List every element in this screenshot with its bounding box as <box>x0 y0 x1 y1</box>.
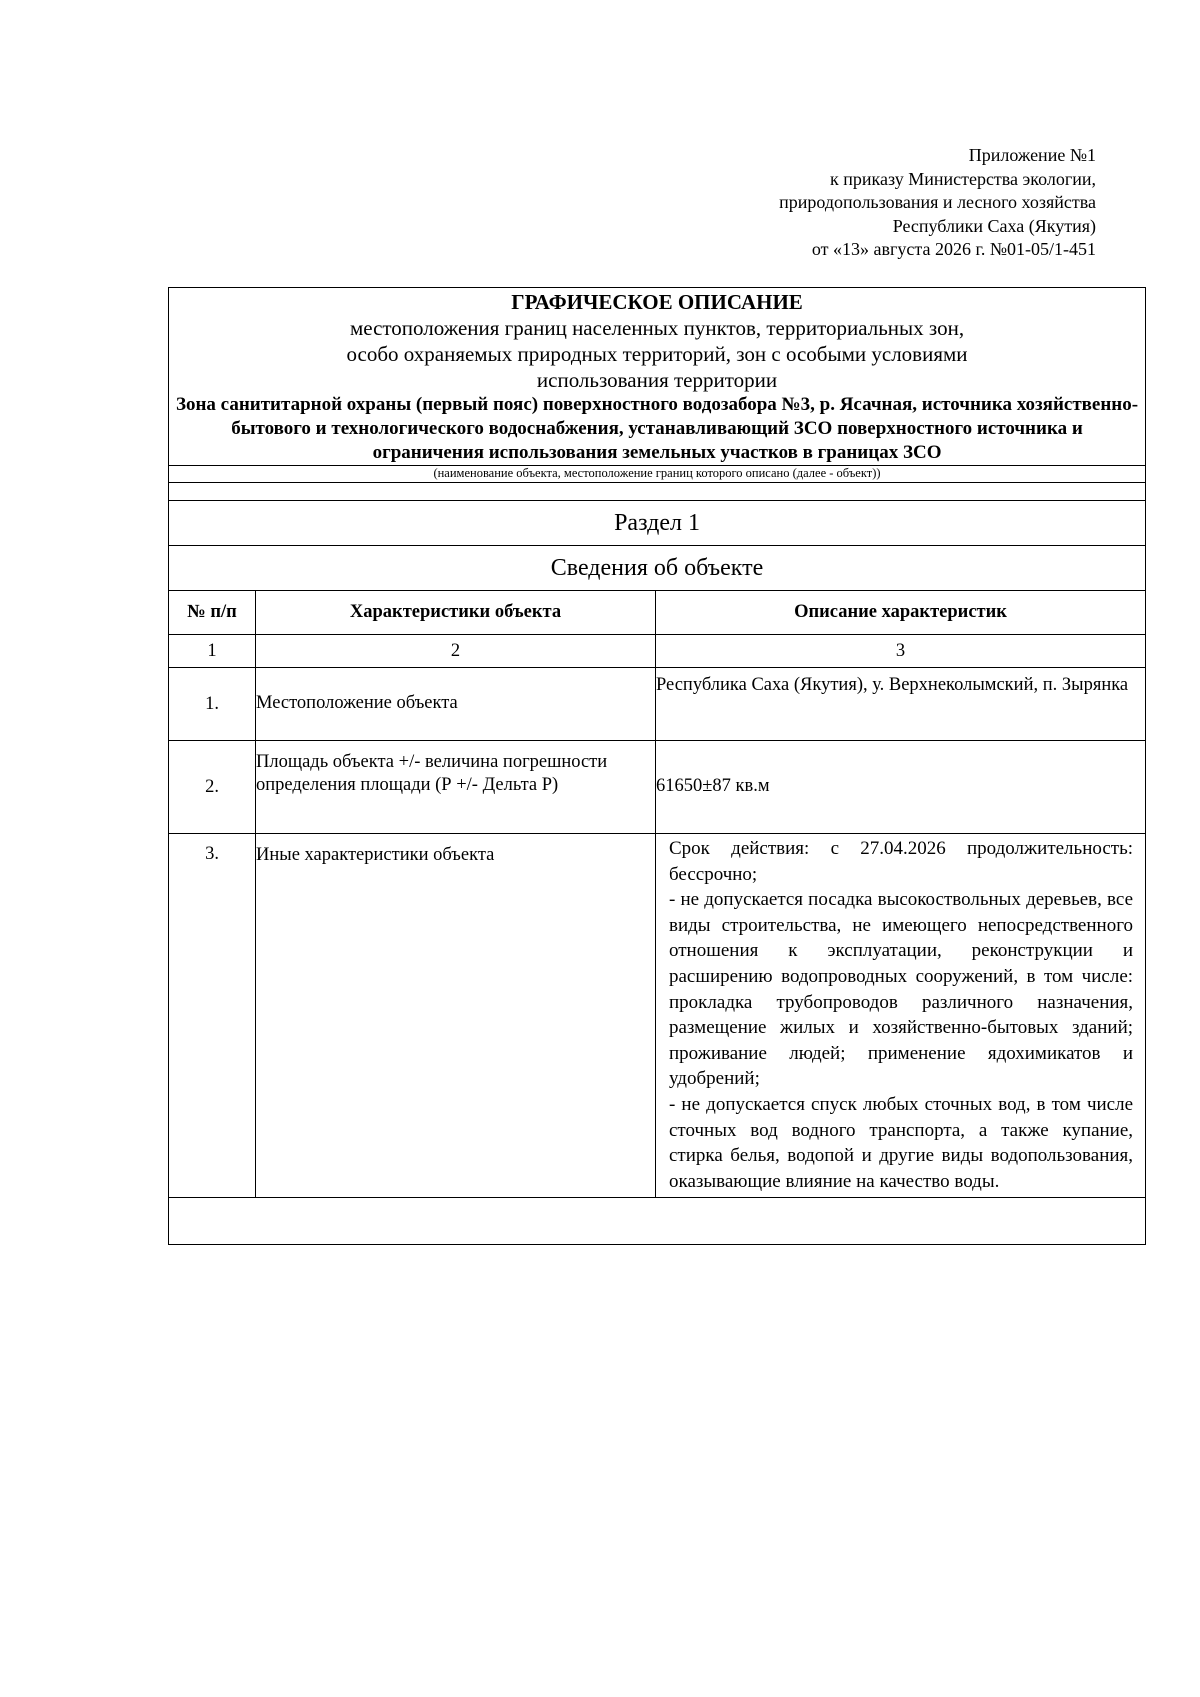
document-subtitle-line: использования территории <box>536 368 778 392</box>
section-subtitle: Сведения об объекте <box>169 546 1146 591</box>
empty-footer-cell <box>169 1198 1146 1245</box>
annex-line: природопользования и лесного хозяйства <box>779 192 1096 213</box>
column-header-row <box>169 591 1146 635</box>
row-number: 1. <box>169 668 256 741</box>
caption-row <box>169 466 1146 483</box>
title-cell <box>169 288 1146 466</box>
row-number: 3. <box>169 834 256 1198</box>
annex-line: от «13» августа 2026 г. №01-05/1-451 <box>811 239 1096 260</box>
table-row <box>169 668 1146 741</box>
row-characteristic: Площадь объекта +/- величина погрешности определения площади (Р +/- Дельта Р) <box>256 741 656 834</box>
document-subtitle-line: особо охраняемых природных территорий, зон с особыми условиями <box>346 342 968 366</box>
annex-block <box>600 144 1096 262</box>
object-caption: (наименование объекта, местоположение границ которого описано (далее - объект)) <box>169 466 1146 483</box>
section-row <box>169 501 1146 546</box>
description-paragraph: Срок действия: с 27.04.2026 продолжительность: бессрочно; <box>669 838 1134 885</box>
table-row <box>169 834 1146 1198</box>
document-title: ГРАФИЧЕСКОЕ ОПИСАНИЕ <box>511 290 803 314</box>
column-number: 2 <box>256 635 656 668</box>
row-characteristic: Местоположение объекта <box>256 668 656 741</box>
blank-row <box>169 483 1146 501</box>
column-number: 3 <box>656 635 1146 668</box>
section-subtitle-row <box>169 546 1146 591</box>
column-header: Характеристики объекта <box>256 591 656 635</box>
column-header: Описание характеристик <box>656 591 1146 635</box>
object-name: Зона санититарной охраны (первый пояс) поверхностного водозабора №3, р. Ясачная, источника хозяйственно-бытового и технологического водоснабжения, устанавливающий ЗСО поверхностного источника и ограничения использования земельных участков в границах ЗСО <box>175 394 1139 463</box>
annex-line: к приказу Министерства экологии, <box>829 168 1096 189</box>
row-characteristic: Иные характеристики объекта <box>256 834 656 1198</box>
empty-footer-row <box>169 1198 1146 1245</box>
row-description <box>656 834 1146 1198</box>
description-paragraph: - не допускается спуск любых сточных вод, в том числе сточных вод водного транспорта, а также купание, стирка белья, водопой и другие виды водопользования, оказывающие влияние на качество воды. <box>669 1093 1134 1192</box>
section-title: Раздел 1 <box>169 501 1146 546</box>
title-row <box>169 288 1146 466</box>
annex-line: Республики Саха (Якутия) <box>892 215 1096 236</box>
graphic-description-table <box>168 287 1146 1245</box>
row-number: 2. <box>169 741 256 834</box>
row-description: 61650±87 кв.м <box>656 741 1146 834</box>
description-paragraph: - не допускается посадка высокоствольных деревьев, все виды строительства, не имеющего непосредственного отношения к эксплуатации, реконструкции и расширению водопроводных сооружений, в том числе: прокладка трубопроводов различного назначения, размещение жилых и хозяйственно-бытовых зданий; проживание людей; применение ядохимикатов и удобрений; <box>669 889 1134 1090</box>
column-number-row <box>169 635 1146 668</box>
blank-cell <box>169 483 1146 501</box>
document-subtitle-line: местоположения границ населенных пунктов, территориальных зон, <box>349 316 965 340</box>
column-number: 1 <box>169 635 256 668</box>
annex-line: Приложение №1 <box>968 145 1096 165</box>
table-row <box>169 741 1146 834</box>
row-description: Республика Саха (Якутия), у. Верхнеколымский, п. Зырянка <box>656 668 1146 741</box>
column-header: № п/п <box>169 591 256 635</box>
